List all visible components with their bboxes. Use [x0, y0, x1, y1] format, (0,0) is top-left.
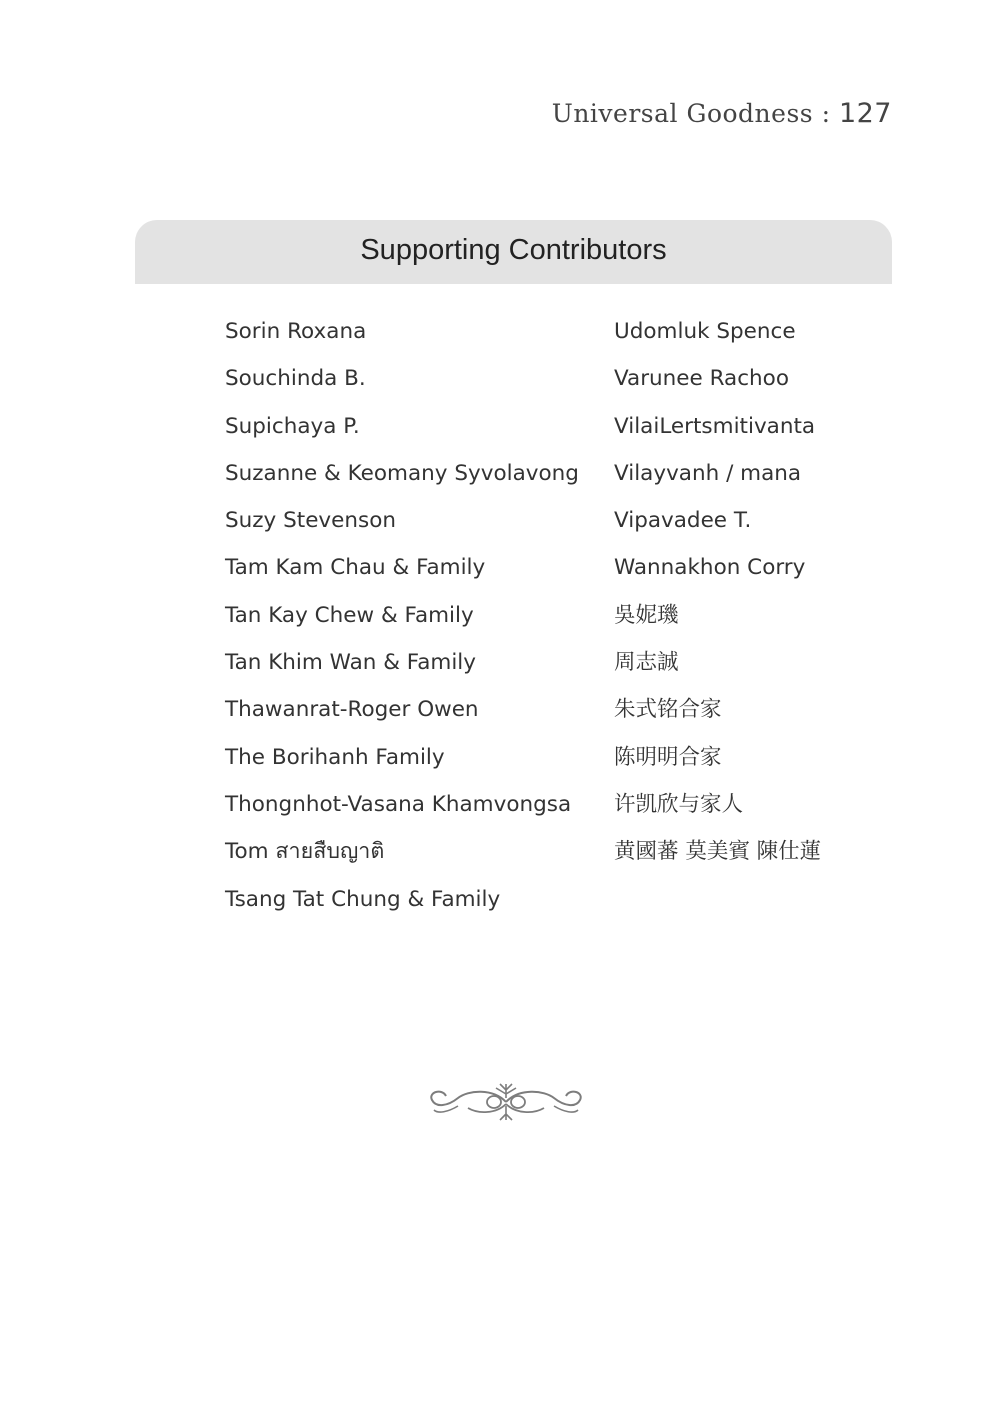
contributor-name: Tsang Tat Chung & Family	[225, 886, 501, 912]
contributors-left-column	[225, 312, 579, 927]
contributor-name: Suzy Stevenson	[225, 508, 396, 534]
section-title: Supporting Contributors	[360, 234, 667, 266]
contributor-name: Souchinda B.	[225, 366, 366, 392]
contributor-name: 黄國蕃 莫美賓 陳仕蓮	[614, 839, 822, 865]
contributor-name: Vipavadee T.	[614, 508, 752, 534]
contributor-name: Tom สายสืบญาติ	[225, 839, 385, 865]
contributor-name: Suzanne & Keomany Syvolavong	[225, 460, 579, 486]
contributor-name: 陈明明合家	[614, 744, 722, 770]
contributor-name: Udomluk Spence	[614, 319, 796, 344]
contributor-name: 许凯欣与家人	[614, 791, 744, 817]
contributor-name: Tan Khim Wan & Family	[225, 650, 476, 676]
contributor-name: Wannakhon Corry	[614, 555, 806, 581]
contributor-name: VilaiLertsmitivanta	[614, 413, 816, 439]
page-number: 127	[838, 98, 892, 129]
contributor-name: Thongnhot-Vasana Khamvongsa	[225, 791, 572, 817]
contributor-name: Supichaya P.	[225, 413, 360, 439]
flourish-divider-icon	[328, 1078, 684, 1126]
contributor-name: 朱式铭合家	[614, 697, 722, 723]
contributor-name: Sorin Roxana	[225, 319, 367, 344]
contributor-name: Tan Kay Chew & Family	[225, 602, 474, 628]
running-title: Universal Goodness	[551, 99, 814, 128]
contributor-name: Tam Kam Chau & Family	[225, 555, 486, 581]
section-banner	[135, 220, 892, 284]
running-header	[552, 98, 892, 129]
contributors-right-column	[614, 312, 821, 880]
contributor-name: Thawanrat-Roger Owen	[225, 697, 479, 723]
header-separator: :	[821, 99, 831, 128]
contributor-name: Varunee Rachoo	[614, 366, 789, 392]
contributor-name: The Borihanh Family	[225, 744, 445, 770]
contributor-name: Vilayvanh / mana	[614, 460, 802, 486]
contributor-name: 周志誠	[614, 650, 679, 676]
contributor-name: 吳妮璣	[614, 602, 679, 628]
